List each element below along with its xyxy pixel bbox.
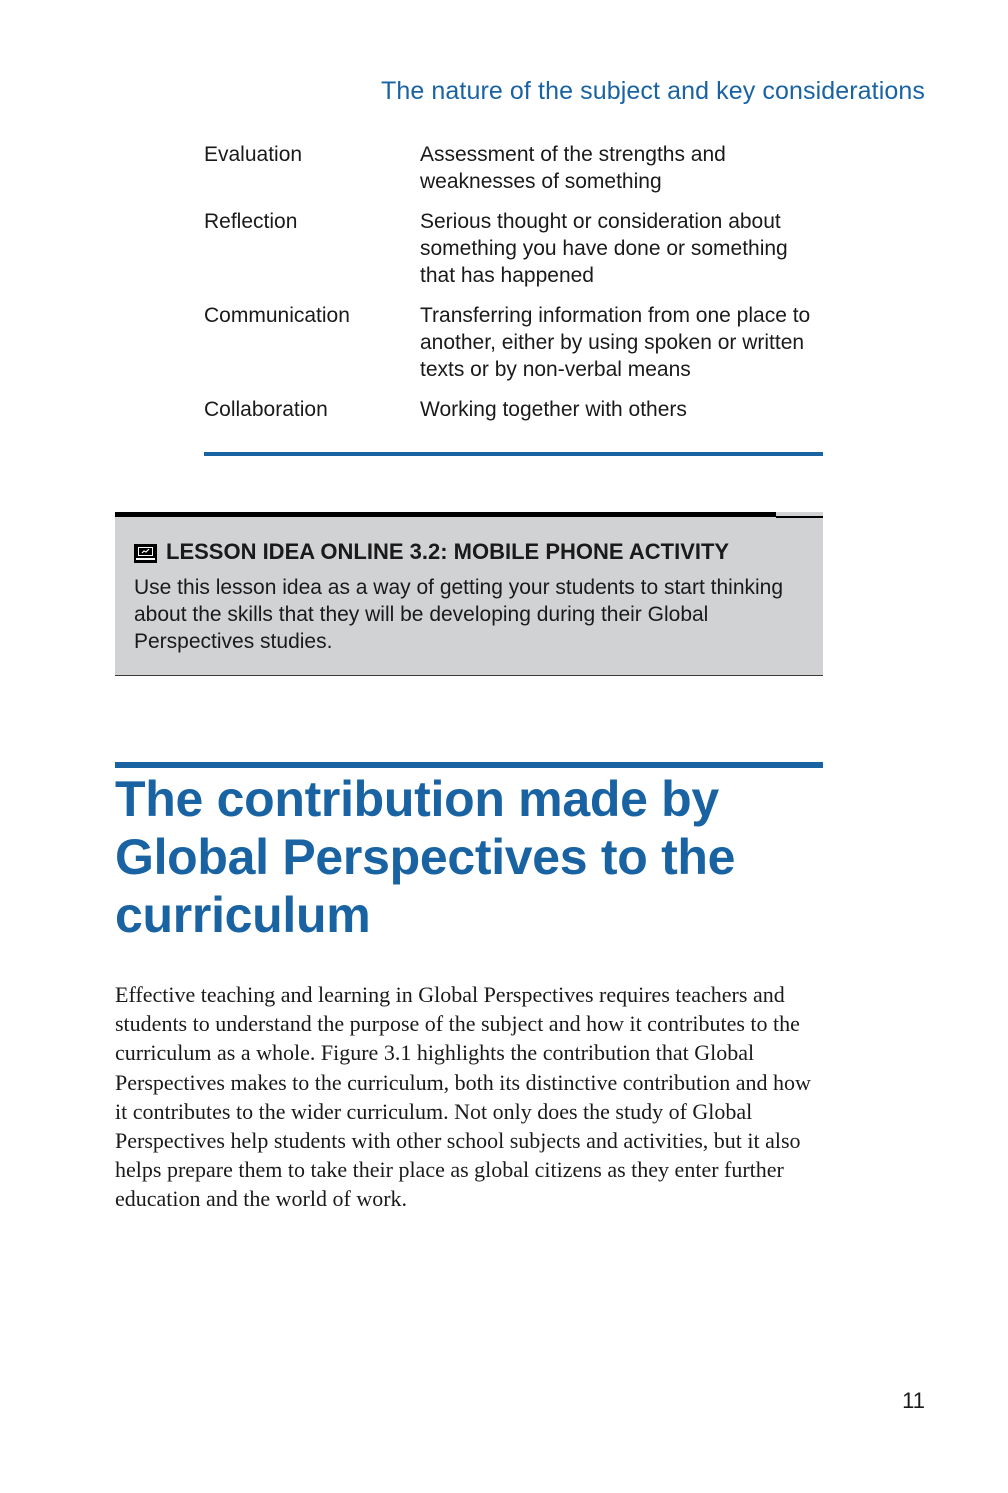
lesson-box-top-rule bbox=[115, 512, 776, 517]
laptop-icon bbox=[134, 543, 157, 562]
glossary-term: Evaluation bbox=[204, 143, 303, 166]
glossary-term: Reflection bbox=[204, 210, 298, 233]
glossary-row bbox=[204, 208, 823, 289]
glossary-table bbox=[204, 141, 823, 436]
glossary-row bbox=[204, 396, 823, 423]
glossary-definition: Assessment of the strengths and weaknesses of something bbox=[420, 143, 726, 193]
lesson-idea-title bbox=[134, 539, 729, 565]
glossary-term: Communication bbox=[204, 304, 350, 327]
glossary-definition: Working together with others bbox=[420, 398, 687, 421]
glossary-row bbox=[204, 302, 823, 383]
lesson-idea-box bbox=[115, 512, 823, 676]
glossary-row bbox=[204, 141, 823, 195]
glossary-definition: Serious thought or consideration about something you have done or something that has happened bbox=[420, 210, 788, 287]
section-heading: The contribution made by Global Perspectives to the curriculum bbox=[115, 771, 736, 943]
lesson-box-top-thin-rule bbox=[776, 516, 823, 518]
lesson-idea-body: Use this lesson idea as a way of getting your students to start thinking about the skills that they will be developing during their Global Perspectives studies. bbox=[134, 576, 784, 653]
section-heading-rule bbox=[115, 762, 823, 768]
glossary-term: Collaboration bbox=[204, 398, 328, 421]
running-header: The nature of the subject and key considerations bbox=[380, 77, 925, 105]
glossary-divider bbox=[204, 452, 823, 456]
glossary-definition: Transferring information from one place to another, either by using spoken or written texts or by non-verbal means bbox=[420, 304, 811, 381]
page-number: 11 bbox=[902, 1388, 925, 1413]
lesson-idea-title-text: LESSON IDEA ONLINE 3.2: MOBILE PHONE ACTIVITY bbox=[166, 539, 730, 564]
body-paragraph: Effective teaching and learning in Global Perspectives requires teachers and students to understand the purpose of the subject and how it contributes to the curriculum as a whole. Figure 3.1 highlights the contribution that Global Perspectives makes to the curriculum, both its distinctive contribution and how it contributes to the wider curriculum. Not only does the study of Global Perspectives help students with other school subjects and activities, but it also helps prepare them to take their place as global citizens as they enter further education and the world of work. bbox=[115, 982, 811, 1212]
